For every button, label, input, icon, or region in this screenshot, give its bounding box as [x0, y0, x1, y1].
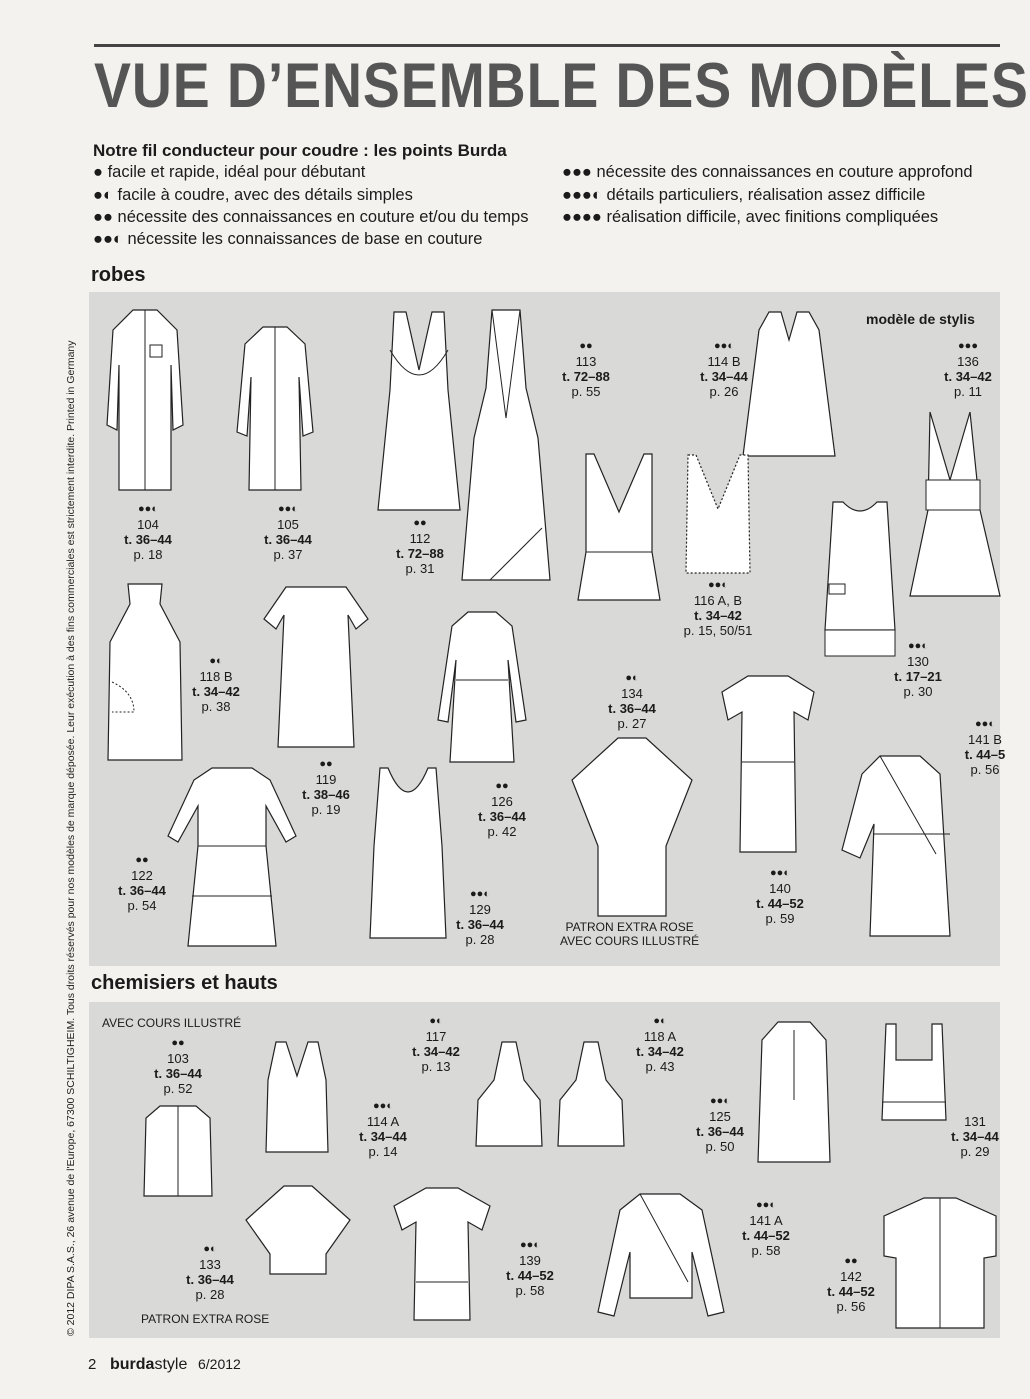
- section-title-chemisiers: chemisiers et hauts: [91, 972, 278, 994]
- dress-140-drawing: [718, 674, 818, 856]
- stylist-model-label: modèle de stylis: [866, 311, 975, 327]
- legend-item: ●◐ facile à coudre, avec des détails simples: [93, 186, 413, 204]
- legend-item: ●●◐ nécessite les connaissances de base en couture: [93, 230, 483, 248]
- label-117: ●◐ 117 t. 34–42 p. 13: [412, 1015, 460, 1074]
- top-103-drawing: [140, 1104, 216, 1200]
- label-133: ●◐ 133 t. 36–44 p. 28: [186, 1243, 234, 1302]
- label-129: ●●◐ 129 t. 36–44 p. 28: [456, 888, 504, 947]
- dress-130-drawing: [819, 500, 901, 660]
- dress-141b-drawing: [840, 754, 1000, 940]
- top-125-drawing: [754, 1020, 834, 1166]
- page-number: 2: [88, 1356, 97, 1373]
- label-114a: ●●◐ 114 A t. 34–44 p. 14: [359, 1100, 407, 1159]
- label-103: ●● 103 t. 36–44 p. 52: [154, 1037, 202, 1096]
- label-136: ●●● 136 t. 34–42 p. 11: [944, 340, 992, 399]
- label-119: ●● 119 t. 38–46 p. 19: [302, 758, 350, 817]
- tops-pattern-note: PATRON EXTRA ROSE: [141, 1312, 270, 1326]
- dress-112-drawing: [376, 310, 462, 514]
- label-131: 131 t. 34–44 p. 29: [951, 1114, 999, 1159]
- top-133-drawing: [244, 1184, 352, 1278]
- label-141b: ●●◐ 141 B t. 44–5 p. 56: [964, 718, 1006, 777]
- brand-logo: burdastyle: [110, 1356, 188, 1373]
- dress-116b-drawing: [680, 453, 756, 577]
- label-105: ●●◐ 105 t. 36–44 p. 37: [264, 503, 312, 562]
- tops-course-note: AVEC COURS ILLUSTRÉ: [102, 1016, 242, 1030]
- copyright-notice: © 2012 DIPA S.A.S., 26 avenue de l'Europe, 67300 SCHILTIGHEIM. Tous droits réservés pour nos modèles de marque déposée. Leur exécution à des fins commerciales est strictement interdite. Printed in Germany: [65, 340, 77, 1336]
- dress-113-drawing: [460, 308, 552, 584]
- label-139: ●●◐ 139 t. 44–52 p. 58: [506, 1239, 554, 1298]
- dress-126-drawing: [436, 610, 528, 766]
- dress-136-drawing: [900, 410, 1000, 600]
- label-125: ●●◐ 125 t. 36–44 p. 50: [696, 1095, 744, 1154]
- issue-date: 6/2012: [198, 1356, 241, 1372]
- label-122: ●● 122 t. 36–44 p. 54: [118, 854, 166, 913]
- dress-116a-drawing: [576, 452, 662, 602]
- label-142: ●● 142 t. 44–52 p. 56: [827, 1255, 875, 1314]
- label-116ab: ●●◐ 116 A, B t. 34–42 p. 15, 50/51: [683, 579, 753, 638]
- label-118a: ●◐ 118 A t. 34–42 p. 43: [636, 1015, 684, 1074]
- dress-119-drawing: [262, 585, 370, 751]
- label-118b: ●◐ 118 B t. 34–42 p. 38: [192, 655, 240, 714]
- top-139-drawing: [390, 1186, 494, 1324]
- top-142-drawing: [880, 1196, 1000, 1332]
- legend-item: ●●● nécessite des connaissances en couture approfond: [562, 163, 973, 181]
- section-title-robes: robes: [91, 264, 146, 286]
- label-104: ●●◐ 104 t. 36–44 p. 18: [124, 503, 172, 562]
- top-117-drawing: [474, 1040, 544, 1150]
- label-113: ●● 113 t. 72–88 p. 55: [562, 340, 610, 399]
- label-141a: ●●◐ 141 A t. 44–52 p. 58: [742, 1199, 790, 1258]
- dress-105-drawing: [235, 322, 315, 494]
- top-131-drawing: [878, 1022, 950, 1124]
- header-rule: [94, 44, 1000, 47]
- label-112: ●● 112 t. 72–88 p. 31: [396, 517, 444, 576]
- dress-134-drawing: [570, 736, 694, 920]
- label-126: ●● 126 t. 36–44 p. 42: [478, 780, 526, 839]
- dress-pattern-note: PATRON EXTRA ROSE AVEC COURS ILLUSTRÉ: [560, 920, 700, 948]
- page-title: VUE D’ENSEMBLE DES MODÈLES: [94, 51, 1029, 121]
- top-141a-drawing: [596, 1192, 726, 1332]
- legend-item: ● facile et rapide, idéal pour débutant: [93, 163, 366, 181]
- legend-item: ●● nécessite des connaissances en couture et/ou du temps: [93, 208, 529, 226]
- label-130: ●●◐ 130 t. 17–21 p. 30: [894, 640, 942, 699]
- top-114a-drawing: [264, 1040, 330, 1156]
- legend-title: Notre fil conducteur pour coudre : les points Burda: [93, 141, 507, 160]
- legend-item: ●●●◐ détails particuliers, réalisation assez difficile: [562, 186, 926, 204]
- legend-item: ●●●● réalisation difficile, avec finitions compliquées: [562, 208, 939, 226]
- label-140: ●●◐ 140 t. 44–52 p. 59: [756, 867, 804, 926]
- label-114b: ●●◐ 114 B t. 34–44 p. 26: [700, 340, 748, 399]
- label-134: ●◐ 134 t. 36–44 p. 27: [608, 672, 656, 731]
- dress-104-drawing: [105, 305, 185, 495]
